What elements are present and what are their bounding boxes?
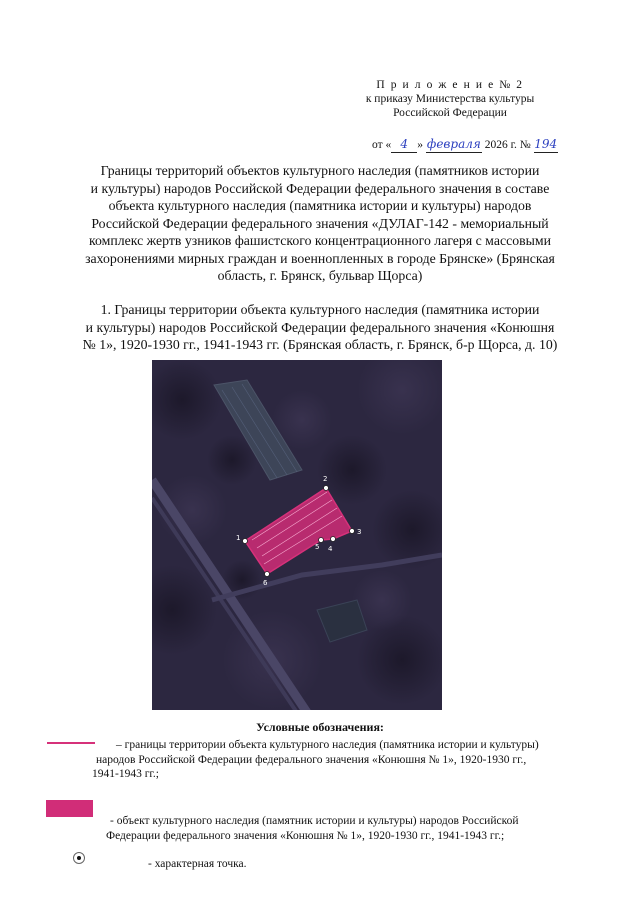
satellite-map-svg <box>152 360 442 710</box>
point-3 <box>350 529 355 534</box>
section-line: № 1», 1920-1930 гг., 1941-1943 гг. (Брянская область, г. Брянск, б-р Щорса, д. 10) <box>82 337 558 352</box>
order-mid: » <box>417 139 423 151</box>
title-line: комплекс жертв узников фашистского концентрационного лагеря с массовыми <box>88 233 551 248</box>
point-label-6: 6 <box>263 579 268 587</box>
point-2 <box>324 486 329 491</box>
title-line: объекта культурного наследия (памятника истории и культуры) народов <box>108 198 532 213</box>
legend-point-text: - характерная точка. <box>148 858 247 870</box>
legend-boundary-text <box>92 738 602 782</box>
legend-object-text <box>106 814 604 843</box>
point-label-4: 4 <box>328 545 333 553</box>
order-day-handwritten: 4 <box>391 136 417 153</box>
point-4 <box>331 537 336 542</box>
point-label-5: 5 <box>315 543 320 551</box>
section-line: и культуры) народов Российской Федерации федерального значения «Конюшня <box>85 319 555 335</box>
appendix-number: П р и л о ж е н и е № 2 <box>376 79 524 91</box>
legend-title: Условные обозначения: <box>256 720 384 734</box>
appendix-header <box>340 78 560 120</box>
title-line: и культуры) народов Российской Федерации федерального значения в составе <box>90 180 550 196</box>
legend-boundary-line-symbol <box>47 742 95 744</box>
point-1 <box>243 539 248 544</box>
legend-object-fill-symbol <box>46 800 93 817</box>
legend-boundary-line1: – границы территории объекта культурного наследия (памятника истории и культуры) <box>116 739 539 751</box>
section-heading <box>40 301 600 354</box>
appendix-ministry: Российской Федерации <box>393 107 507 119</box>
order-date-line <box>372 136 558 153</box>
satellite-map <box>152 360 442 710</box>
order-month-handwritten: февраля <box>426 137 481 151</box>
legend-boundary-line3: 1941-1943 гг.; <box>92 768 159 780</box>
point-6 <box>265 572 270 577</box>
title-line: область, г. Брянск, бульвар Щорса) <box>217 268 423 283</box>
title-line: захоронениями мирных граждан и военнопленных в городе Брянске» (Брянская <box>85 250 555 266</box>
point-label-2: 2 <box>323 475 328 483</box>
appendix-order-ref: к приказу Министерства культуры <box>365 93 535 105</box>
point-5 <box>319 538 324 543</box>
document-title <box>40 162 600 285</box>
legend-object-line2: Федерации федерального значения «Конюшня № 1», 1920-1930 гг., 1941-1943 гг.; <box>106 829 505 842</box>
legend-object-line1: - объект культурного наследия (памятник истории и культуры) народов Российской <box>110 815 519 827</box>
legend-boundary-line2: народов Российской Федерации федерального значения «Конюшня № 1», 1920-1930 гг., <box>96 753 527 766</box>
point-label-1: 1 <box>236 534 241 542</box>
point-label-3: 3 <box>357 528 362 536</box>
order-prefix: от « <box>372 139 392 151</box>
section-line: 1. Границы территории объекта культурного наследия (памятника истории <box>100 302 540 317</box>
legend-point-icon <box>73 852 85 864</box>
order-year: 2026 г. № <box>484 139 531 151</box>
title-line: Российской Федерации федерального значения «ДУЛАГ-142 - мемориальный <box>91 215 549 231</box>
title-line: Границы территорий объектов культурного наследия (памятников истории <box>100 163 540 178</box>
order-number-handwritten: 194 <box>534 137 558 151</box>
